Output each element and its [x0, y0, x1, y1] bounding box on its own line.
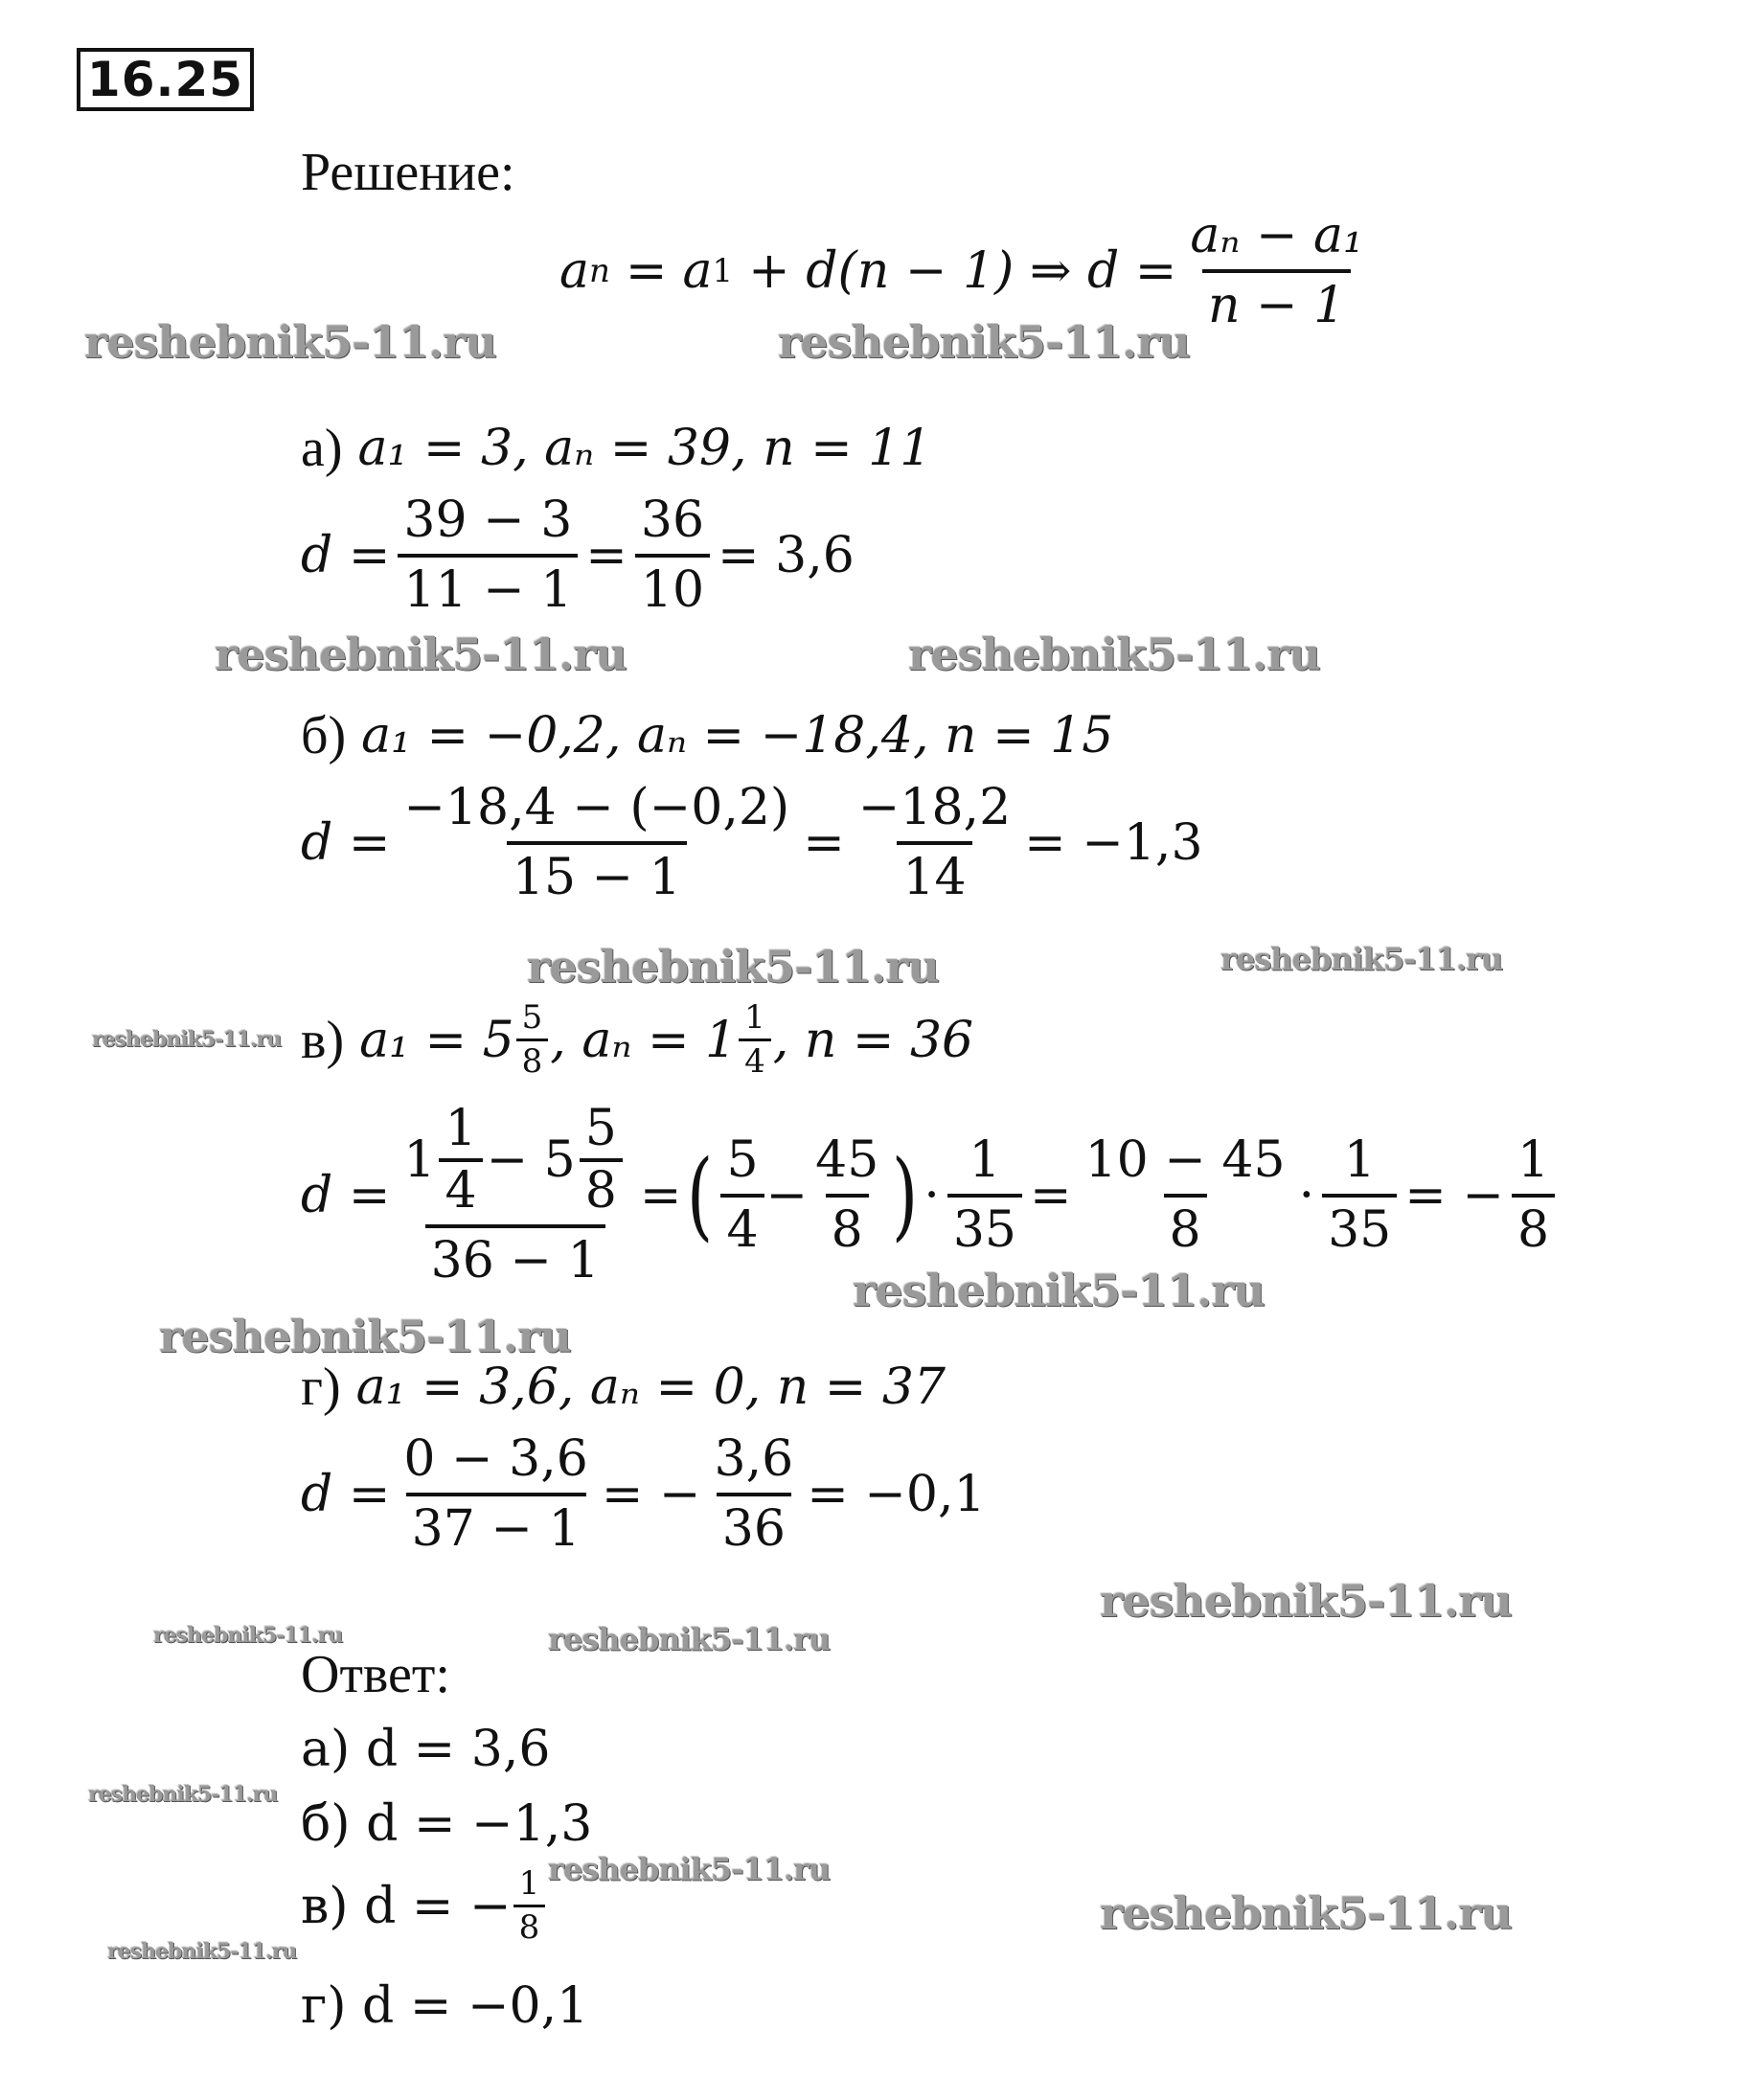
part-c-mf: [947, 1130, 1022, 1259]
part-c-n: , n = 36: [772, 1011, 974, 1069]
part-a-f2-den: 10: [635, 554, 710, 618]
answer-b: б) d = −1,3: [301, 1795, 593, 1853]
answer-d: г) d = −0,1: [301, 1977, 589, 2035]
part-c-nf2-num: 5: [584, 1100, 617, 1157]
part-a-fraction1: [398, 493, 578, 618]
formula-eq: =: [625, 242, 668, 301]
part-c-f5-den: 8: [1512, 1194, 1555, 1258]
part-c-main-fraction: [398, 1102, 631, 1290]
part-c-nf1-den: 4: [439, 1158, 482, 1219]
part-a-fraction2: [635, 493, 710, 618]
watermark: reshebnik5-11.ru: [84, 316, 496, 368]
part-b-f2-den: 14: [897, 841, 971, 905]
part-c-mf-den: 35: [947, 1194, 1022, 1258]
part-c-nf2: [580, 1102, 623, 1219]
part-c-whole1: 1: [403, 1130, 436, 1189]
part-b-calc: [301, 781, 1203, 905]
part-c-pf1-num: 5: [726, 1130, 759, 1189]
part-d-given: [301, 1358, 946, 1416]
part-d-fraction1: [398, 1432, 593, 1557]
answer-heading: Ответ:: [301, 1645, 450, 1704]
watermark: reshebnik5-11.ru: [159, 1311, 571, 1362]
formula-rest: + d(n − 1) ⇒ d =: [748, 242, 1177, 301]
part-d-label: г): [301, 1358, 341, 1417]
part-d-f1-num: 0 − 3,6: [403, 1430, 588, 1488]
part-b-d: d =: [301, 814, 391, 873]
watermark: reshebnik5-11.ru: [1100, 1575, 1512, 1627]
part-c-pf2-den: 8: [826, 1194, 869, 1258]
part-c-f4-den: 35: [1322, 1194, 1397, 1258]
part-d-f2-num: 3,6: [714, 1430, 794, 1488]
part-c-a1-num: 5: [521, 998, 543, 1037]
part-a-d: d =: [301, 527, 391, 585]
part-c-d: d =: [301, 1166, 391, 1224]
watermark: reshebnik5-11.ru: [153, 1623, 343, 1648]
watermark: reshebnik5-11.ru: [527, 941, 939, 993]
part-c-f3-num: 10 − 45: [1084, 1130, 1286, 1189]
part-b-f1-num: −18,4 − (−0,2): [403, 779, 790, 836]
part-b-given-text: a₁ = −0,2, aₙ = −18,4, n = 15: [361, 707, 1114, 765]
formula-lhs: a: [559, 242, 590, 301]
part-a-given: [301, 420, 931, 477]
formula-fraction: [1184, 209, 1369, 333]
watermark: reshebnik5-11.ru: [92, 1027, 282, 1052]
answer-a: а) d = 3,6: [301, 1721, 551, 1778]
answer-c-fraction: [513, 1866, 546, 1947]
general-formula: a n = a 1 + d(n − 1) ⇒ d = $\frac{\text{aₙ − a₁}}{n - 1}$: [559, 209, 1377, 333]
part-c-pf2-num: 45: [815, 1130, 879, 1189]
part-c-eq2: =: [1030, 1166, 1072, 1224]
answer-c: [301, 1866, 547, 1947]
watermark: reshebnik5-11.ru: [1100, 1887, 1512, 1939]
part-a-f1-den: 11 − 1: [398, 554, 578, 618]
part-d-f2-den: 36: [717, 1493, 791, 1557]
part-c-f5-num: 1: [1517, 1130, 1550, 1189]
part-c-f5: [1512, 1130, 1555, 1259]
part-b-label: б): [301, 706, 347, 765]
problem-number: 16.25: [77, 48, 254, 111]
answer-c-den: 8: [513, 1905, 546, 1946]
part-c-a1-fraction: [516, 1000, 549, 1081]
watermark: reshebnik5-11.ru: [548, 1851, 831, 1887]
part-c-a1-den: 8: [516, 1039, 549, 1080]
part-d-given-text: a₁ = 3,6, aₙ = 0, n = 37: [355, 1358, 946, 1416]
part-c-pf1: [720, 1130, 764, 1259]
part-c-f3-den: 8: [1164, 1194, 1207, 1258]
part-c-main-num: [398, 1102, 631, 1224]
watermark: reshebnik5-11.ru: [88, 1782, 278, 1807]
formula-term1: a: [682, 242, 713, 301]
formula-numerator: aₙ − a₁: [1190, 207, 1363, 264]
part-c-nf2-den: 8: [580, 1158, 623, 1219]
part-d-result: = −0,1: [807, 1466, 986, 1524]
part-c-label: в): [301, 1010, 345, 1070]
part-c-f4: [1322, 1130, 1397, 1259]
part-b-f2-num: −18,2: [857, 779, 1012, 836]
part-b-f1-den: 15 − 1: [507, 841, 687, 905]
part-c-eq1: =: [639, 1166, 682, 1224]
right-paren: ): [892, 1138, 919, 1251]
part-b-result: = −1,3: [1024, 814, 1203, 873]
part-d-f1-den: 37 − 1: [406, 1493, 586, 1557]
part-d-d: d =: [301, 1466, 391, 1524]
part-c-calc: [301, 1102, 1562, 1290]
part-c-an-fraction: [739, 1000, 771, 1081]
left-paren: (: [687, 1138, 714, 1251]
watermark: reshebnik5-11.ru: [853, 1265, 1265, 1316]
part-a-f2-num: 36: [640, 491, 705, 549]
part-c-mf-num: 1: [969, 1130, 1001, 1189]
part-d-calc: [301, 1432, 986, 1557]
formula-denominator: n − 1: [1202, 269, 1351, 333]
part-c-pf2: [810, 1130, 884, 1259]
answer-c-prefix: в) d = −: [301, 1877, 512, 1935]
watermark: reshebnik5-11.ru: [1220, 941, 1503, 977]
answer-c-num: 1: [518, 1864, 540, 1903]
part-c-f4-num: 1: [1343, 1130, 1376, 1189]
part-c-dot1: ·: [924, 1166, 940, 1224]
solution-heading: Решение:: [301, 143, 515, 202]
watermark: reshebnik5-11.ru: [107, 1939, 297, 1964]
part-c-an: , aₙ = 1: [550, 1011, 738, 1069]
part-a-label: а): [301, 419, 343, 478]
part-c-pf1-den: 4: [720, 1194, 764, 1258]
part-a-given-text: a₁ = 3, aₙ = 39, n = 11: [357, 420, 932, 477]
watermark: reshebnik5-11.ru: [215, 628, 627, 680]
part-b-eq: =: [803, 814, 845, 873]
part-c-main-den: 36 − 1: [425, 1224, 605, 1289]
part-a-result: = 3,6: [718, 527, 855, 585]
part-c-f3: [1080, 1130, 1291, 1259]
part-c-given: [301, 1000, 973, 1081]
part-c-a1: a₁ = 5: [359, 1011, 514, 1069]
part-c-an-den: 4: [739, 1039, 771, 1080]
part-a-eq: =: [585, 527, 627, 585]
part-b-fraction1: [398, 781, 795, 905]
part-c-nf1-num: 1: [445, 1100, 477, 1157]
part-d-fraction2: [708, 1432, 799, 1557]
part-a-f1-num: 39 − 3: [403, 491, 573, 549]
watermark: reshebnik5-11.ru: [778, 316, 1190, 368]
part-c-num-mid: − 5: [486, 1130, 576, 1189]
watermark: reshebnik5-11.ru: [548, 1621, 831, 1657]
part-c-dot2: ·: [1298, 1166, 1315, 1224]
part-b-given: [301, 707, 1113, 765]
part-c-nf1: [439, 1102, 482, 1219]
watermark: reshebnik5-11.ru: [908, 628, 1320, 680]
part-c-pminus: −: [765, 1166, 809, 1224]
part-c-an-num: 1: [744, 998, 765, 1037]
part-b-fraction2: [853, 781, 1016, 905]
part-d-eq: = −: [601, 1466, 701, 1524]
part-c-eq3: = −: [1404, 1166, 1504, 1224]
part-a-calc: [301, 493, 855, 618]
